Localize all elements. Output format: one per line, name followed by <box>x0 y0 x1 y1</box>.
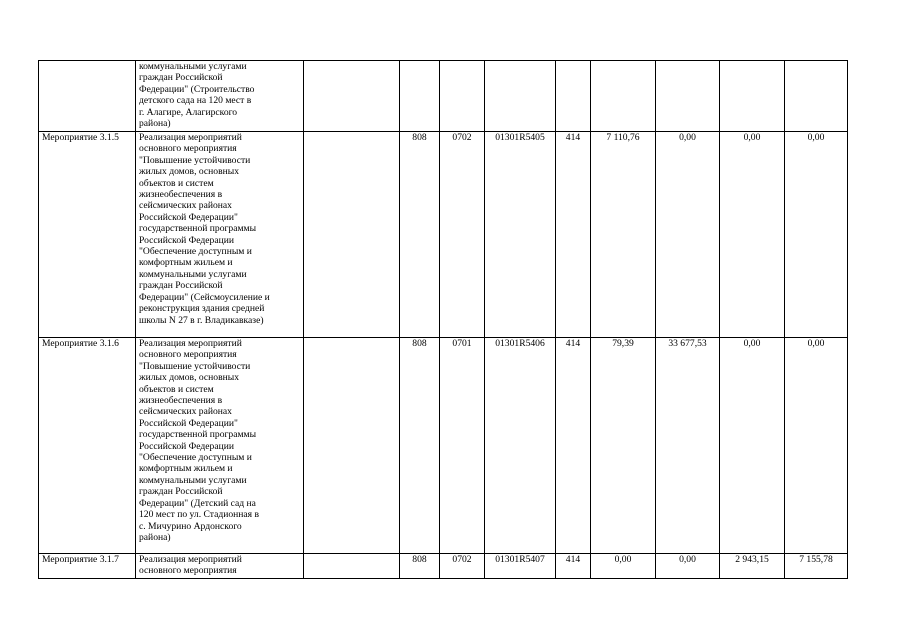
amount-year2-cell <box>656 338 720 554</box>
table-row <box>39 61 848 132</box>
description-line: "Обеспечение доступным и <box>139 246 252 258</box>
amount-year3-value: 2 943,15 <box>735 554 769 565</box>
section-code-value: 0701 <box>452 338 472 349</box>
description-line: основного мероприятия <box>139 565 237 577</box>
amount-year3-cell <box>720 338 785 554</box>
amount-year1-value: 0,00 <box>614 554 632 565</box>
description-line: граждан Российской <box>139 486 223 498</box>
description-line: сейсмических районах <box>139 406 232 418</box>
description-line: школы N 27 в г. Владикавказе) <box>139 314 264 326</box>
amount-year3-value: 0,00 <box>743 338 761 349</box>
amount-year4-cell <box>785 554 848 579</box>
amount-year2-cell <box>656 554 720 579</box>
amount-year2-value: 0,00 <box>679 554 696 565</box>
amount-year4-value: 7 155,78 <box>799 554 833 565</box>
description-line: детского сада на 120 мест в <box>139 95 252 107</box>
executor-cell <box>304 61 400 132</box>
description-line: с. Мичурино Ардонского <box>139 520 242 532</box>
budget-table <box>38 60 848 579</box>
description-line: граждан Российской <box>139 280 223 292</box>
amount-year3-value: 0,00 <box>743 132 761 143</box>
event-id-cell <box>39 132 136 338</box>
description-line: коммунальными услугами <box>139 61 247 72</box>
description-line: жизнеобеспечения в <box>139 395 223 407</box>
amount-year2-cell <box>656 132 720 338</box>
event-id-value: Мероприятие 3.1.6 <box>42 338 119 349</box>
description-line: жизнеобеспечения в <box>139 189 223 201</box>
description-line: Реализация мероприятий <box>139 554 242 565</box>
amount-year1-value: 7 110,76 <box>606 132 640 143</box>
amount-year3-cell <box>720 132 785 338</box>
table-row <box>39 554 848 579</box>
section-code-value: 0702 <box>452 132 472 143</box>
event-id-cell <box>39 338 136 554</box>
description-line: коммунальными услугами <box>139 474 247 486</box>
amount-year4-value: 0,00 <box>807 338 825 349</box>
amount-year2-cell <box>656 61 720 132</box>
section-code-cell <box>440 554 485 579</box>
description-line: коммунальными услугами <box>139 268 247 280</box>
description-line: Федерации" (Детский сад на <box>139 497 256 509</box>
description-line: государственной программы <box>139 223 257 235</box>
grbs-code-cell <box>400 554 440 579</box>
description-line: Федерации" (Сейсмоусиление и <box>139 291 270 303</box>
target-article-value: 01301R5406 <box>495 338 545 349</box>
executor-cell <box>304 554 400 579</box>
executor-cell <box>304 132 400 338</box>
description-line: основного мероприятия <box>139 143 237 155</box>
event-description-cell <box>136 554 304 579</box>
description-line: объектов и систем <box>139 383 214 395</box>
description-line: "Обеспечение доступным и <box>139 452 252 464</box>
amount-year3-cell <box>720 554 785 579</box>
table-row <box>39 338 848 554</box>
amount-year1-cell <box>591 338 656 554</box>
description-line: Российской Федерации" <box>139 211 238 223</box>
description-line: района) <box>139 531 171 543</box>
description-line: г. Алагире, Алагирского <box>139 106 238 118</box>
grbs-code-value: 808 <box>412 554 427 565</box>
description-line: "Повышение устойчивости <box>139 154 251 166</box>
section-code-value: 0702 <box>452 554 472 565</box>
description-line: Российской Федерации <box>139 234 234 246</box>
amount-year1-value: 79,39 <box>612 338 634 349</box>
expense-type-value: 414 <box>565 132 581 143</box>
target-article-value: 01301R5407 <box>495 554 545 565</box>
target-article-cell <box>485 338 556 554</box>
expense-type-cell <box>556 338 591 554</box>
description-line: Российской Федерации" <box>139 417 238 429</box>
event-id-value: Мероприятие 3.1.7 <box>42 554 119 565</box>
section-code-cell <box>440 61 485 132</box>
description-line: "Повышение устойчивости <box>139 360 251 372</box>
event-id-cell <box>39 554 136 579</box>
executor-cell <box>304 338 400 554</box>
description-line: Федерации" (Строительство <box>139 83 255 95</box>
amount-year3-cell <box>720 61 785 132</box>
grbs-code-cell <box>400 132 440 338</box>
description-line: района) <box>139 118 171 130</box>
amount-year4-cell <box>785 61 848 132</box>
event-description-cell <box>136 61 304 132</box>
event-description-cell <box>136 132 304 338</box>
description-line: государственной программы <box>139 429 257 441</box>
section-code-cell <box>440 338 485 554</box>
amount-year1-cell <box>591 554 656 579</box>
description-line: объектов и систем <box>139 177 214 189</box>
description-line: 120 мест по ул. Стадионная в <box>139 509 260 521</box>
description-line: жилых домов, основных <box>139 372 240 384</box>
target-article-cell <box>485 554 556 579</box>
amount-year4-cell <box>785 132 848 338</box>
event-description-cell <box>136 338 304 554</box>
amount-year2-value: 33 677,53 <box>668 338 707 349</box>
amount-year4-value: 0,00 <box>807 132 825 143</box>
expense-type-value: 414 <box>565 554 581 565</box>
description-line: граждан Российской <box>139 72 223 84</box>
amount-year2-value: 0,00 <box>679 132 696 143</box>
amount-year1-cell <box>591 132 656 338</box>
amount-year1-cell <box>591 61 656 132</box>
grbs-code-value: 808 <box>412 338 427 349</box>
grbs-code-cell <box>400 338 440 554</box>
expense-type-cell <box>556 554 591 579</box>
table-row <box>39 132 848 338</box>
section-code-cell <box>440 132 485 338</box>
target-article-cell <box>485 132 556 338</box>
description-line: Реализация мероприятий <box>139 338 242 349</box>
expense-type-cell <box>556 61 591 132</box>
event-id-value: Мероприятие 3.1.5 <box>42 132 119 143</box>
description-line: Российской Федерации <box>139 440 234 452</box>
description-line: комфортным жильем и <box>139 463 233 475</box>
grbs-code-value: 808 <box>412 132 427 143</box>
expense-type-value: 414 <box>565 338 581 349</box>
target-article-value: 01301R5405 <box>495 132 545 143</box>
description-line: реконструкция здания средней <box>139 303 265 315</box>
target-article-cell <box>485 61 556 132</box>
expense-type-cell <box>556 132 591 338</box>
description-line: жилых домов, основных <box>139 166 240 178</box>
amount-year4-cell <box>785 338 848 554</box>
event-id-cell <box>39 61 136 132</box>
budget-table-body <box>39 61 848 579</box>
description-line: основного мероприятия <box>139 349 237 361</box>
description-line: комфортным жильем и <box>139 257 233 269</box>
description-line: Реализация мероприятий <box>139 132 242 143</box>
description-line: сейсмических районах <box>139 200 232 212</box>
grbs-code-cell <box>400 61 440 132</box>
